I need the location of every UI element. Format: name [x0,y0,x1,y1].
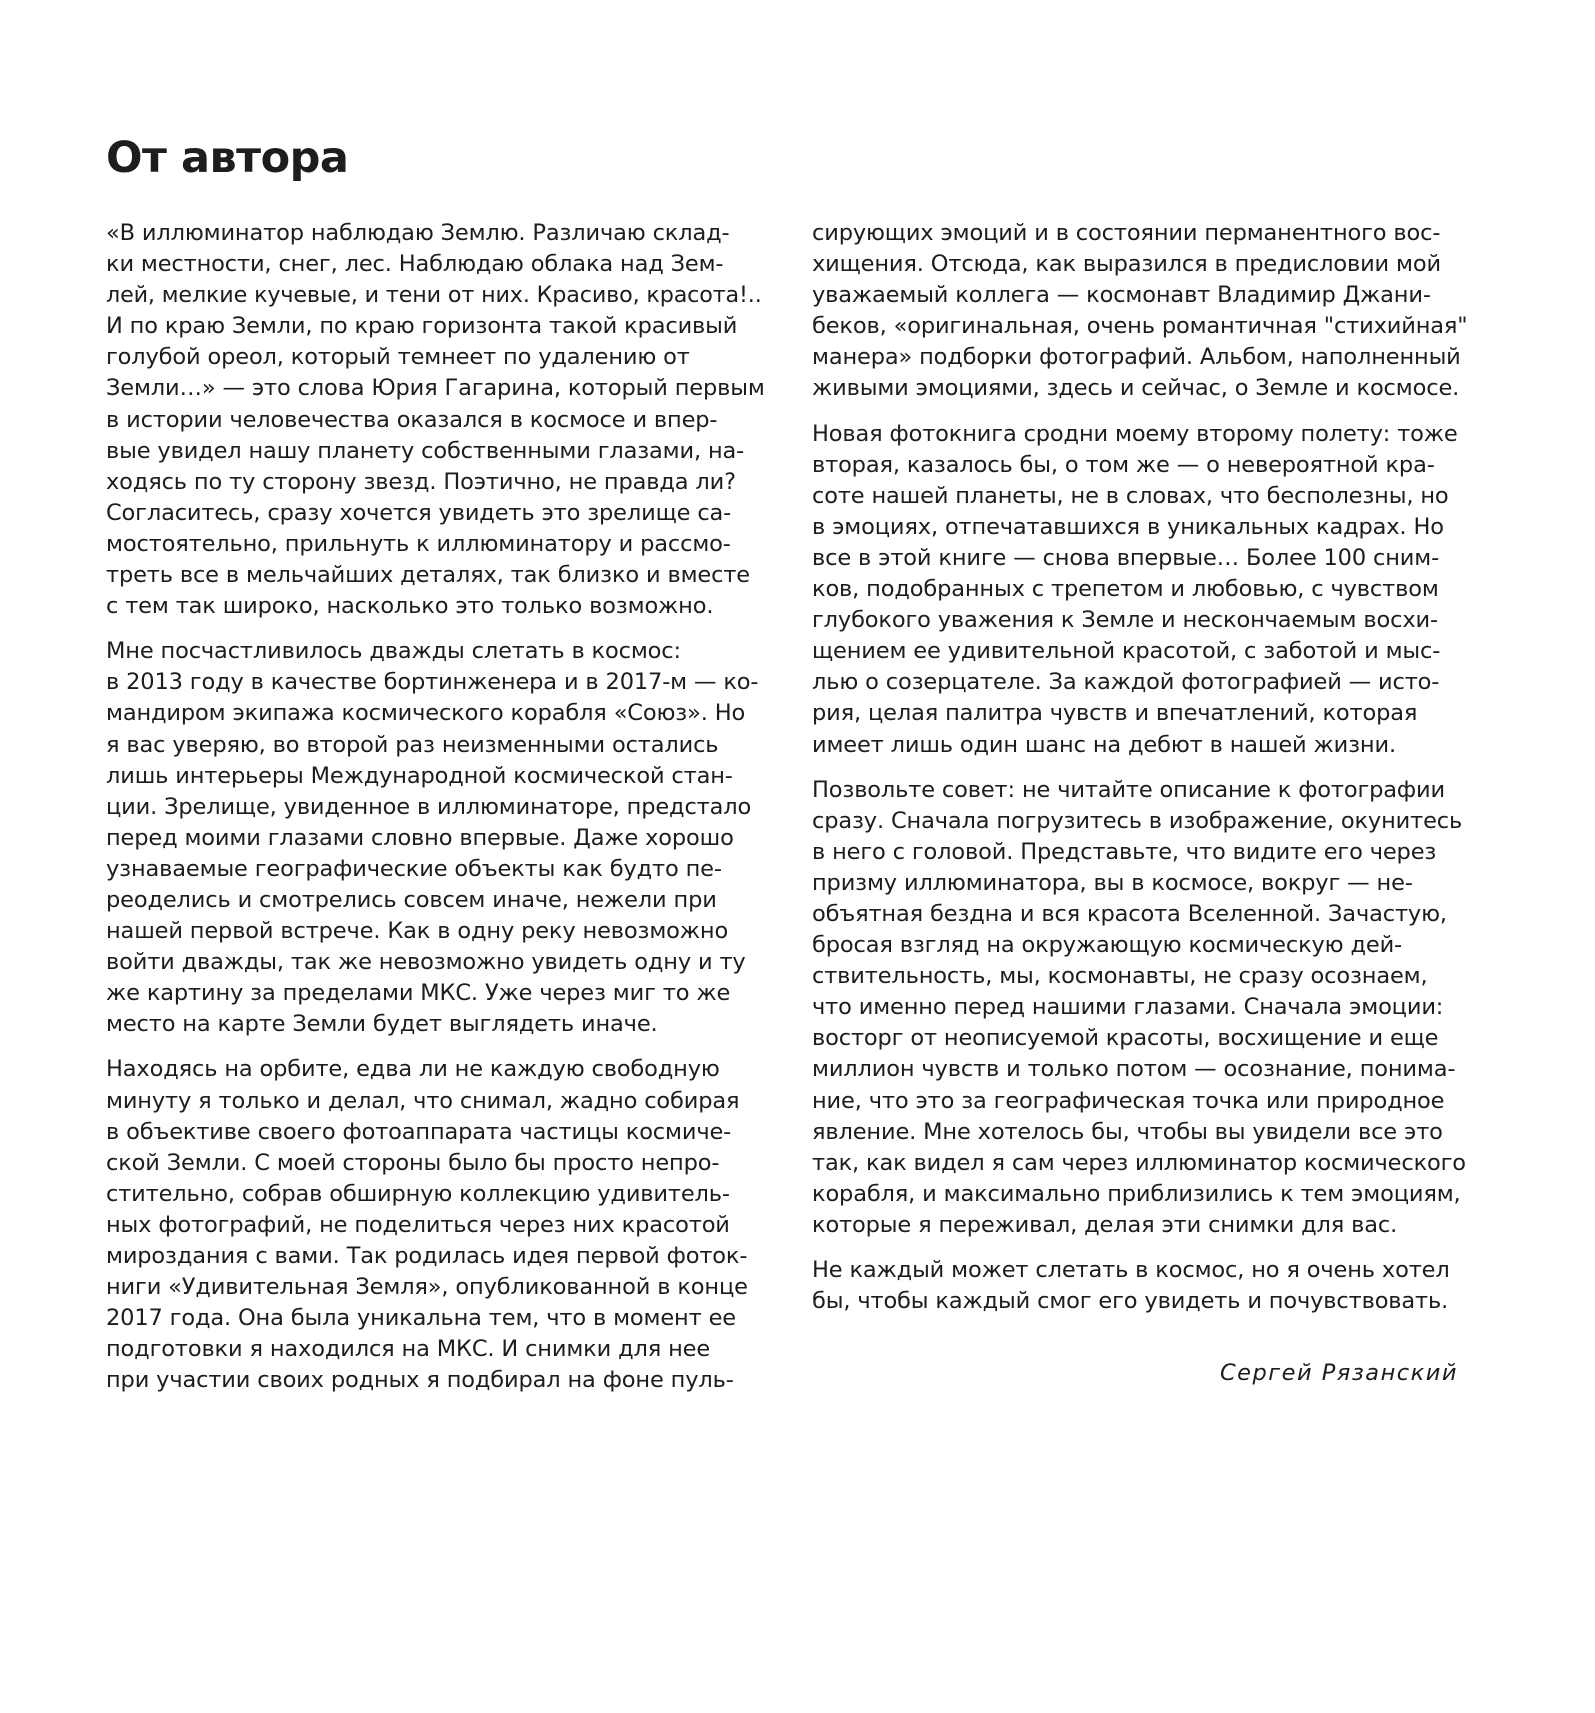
text-line: хищения. Отсюда, как выразился в предисловии мой [812,251,1441,278]
text-line: в него с головой. Представьте, что видите его через [812,838,1437,865]
paragraph [106,636,766,1040]
text-line: лей, мелкие кучевые, и тени от них. Красиво, красота!.. [106,282,762,309]
text-line: ние, что это за географическая точка или природное [812,1087,1445,1114]
text-line: войти дважды, так же невозможно увидеть одну и ту [106,949,746,976]
text-line: уважаемый коллега — космонавт Владимир Джани- [812,282,1431,309]
text-line: призму иллюминатора, вы в космосе, вокруг — не- [812,869,1413,896]
text-line: голубой ореол, который темнеет по удалению от [106,344,690,371]
text-line: объятная бездна и вся красота Вселенной. Зачастую, [812,900,1447,927]
paragraph [812,1255,1472,1317]
text-line: сирующих эмоций и в состоянии перманентного вос- [812,220,1441,246]
text-line: сразу. Сначала погрузитесь в изображение, окунитесь [812,807,1463,834]
right-column [812,218,1472,1317]
paragraph [812,775,1472,1241]
text-line: Не каждый может слетать в космос, но я очень хотел [812,1257,1450,1283]
paragraph-gap [812,761,1472,775]
text-line: 2017 года. Она была уникальна тем, что в момент ее [106,1305,736,1332]
text-line: манера» подборки фотографий. Альбом, наполненный [812,344,1461,371]
text-line: все в этой книге — снова впервые… Более 100 сним- [812,544,1440,571]
text-line: И по краю Земли, по краю горизонта такой красивый [106,313,738,340]
text-line: ки местности, снег, лес. Наблюдаю облака над Зем- [106,251,724,278]
text-line: рия, целая палитра чувств и впечатлений, которая [812,700,1418,727]
text-line: Земли…» — это слова Юрия Гагарина, который первым [106,375,765,402]
text-line: в 2013 году в качестве бортинженера и в 2017-м — ко- [106,669,759,696]
text-line: беков, «оригинальная, очень романтичная "стихийная" [812,313,1468,340]
text-line: Мне посчастливилось дважды слетать в космос: [106,638,681,665]
text-line: Согласитесь, сразу хочется увидеть это зрелище са- [106,499,732,526]
text-line: в истории человечества оказался в космосе и впер- [106,406,718,433]
author-signature: Сергей Рязанский [1219,1360,1458,1386]
text-line: живыми эмоциями, здесь и сейчас, о Земле и космосе. [812,375,1460,402]
text-line: стительно, собрав обширную коллекцию удивитель- [106,1180,730,1207]
text-line: так, как видел я сам через иллюминатор космического [812,1149,1466,1176]
text-line: минуту я только и делал, что снимал, жадно собирая [106,1087,740,1114]
text-line: «В иллюминатор наблюдаю Землю. Различаю склад- [106,220,730,246]
text-line: место на карте Земли будет выглядеть иначе. [106,1011,658,1038]
text-line: корабля, и максимально приблизились к тем эмоциям, [812,1180,1461,1207]
text-line: перед моими глазами словно впервые. Даже хорошо [106,824,734,851]
text-line: ниги «Удивительная Земля», опубликованной в конце [106,1274,748,1301]
left-column [106,218,766,1396]
text-line: мироздания с вами. Так родилась идея первой фоток- [106,1243,748,1269]
text-line: которые я переживал, делая эти снимки для вас. [812,1211,1398,1238]
text-line: вторая, казалось бы, о том же — о невероятной кра- [812,451,1435,478]
paragraph [106,1054,766,1396]
paragraph-gap [812,1241,1472,1255]
paragraph [812,419,1472,761]
paragraph-gap [812,405,1472,419]
text-line: имеет лишь один шанс на дебют в нашей жизни. [812,731,1396,758]
text-line: вые увидел нашу планету собственными глазами, на- [106,437,745,464]
text-line: треть все в мельчайших деталях, так близко и вместе [106,562,750,589]
text-line: глубокого уважения к Земле и нескончаемым восхи- [812,607,1438,634]
text-line: я вас уверяю, во второй раз неизменными остались [106,731,719,758]
text-line: Позвольте совет: не читайте описание к фотографии [812,776,1445,803]
paragraph [812,218,1472,405]
text-line: бы, чтобы каждый смог его увидеть и почувствовать. [812,1288,1449,1315]
text-line: миллион чувств и только потом — осознание, понима- [812,1056,1456,1083]
text-line: в эмоциях, отпечатавшихся в уникальных кадрах. Но [812,513,1444,540]
text-line: подготовки я находился на МКС. И снимки для нее [106,1336,711,1363]
paragraph-gap [106,622,766,636]
text-line: ходясь по ту сторону звезд. Поэтично, не правда ли? [106,468,736,495]
text-line: в объективе своего фотоаппарата частицы космиче- [106,1118,732,1145]
text-line: мандиром экипажа космического корабля «Союз». Но [106,700,746,727]
text-line: явление. Мне хотелось бы, чтобы вы увидели все это [812,1118,1443,1145]
text-line: мостоятельно, прильнуть к иллюминатору и рассмо- [106,530,731,557]
text-line: Находясь на орбите, едва ли не каждую свободную [106,1056,720,1083]
text-line: лишь интерьеры Международной космической стан- [106,762,733,789]
text-line: соте нашей планеты, не в словах, что бесполезны, но [812,482,1449,509]
text-line: лью о созерцателе. За каждой фотографией — исто- [812,669,1440,696]
text-line: щением ее удивительной красотой, с заботой и мыс- [812,638,1441,665]
text-line: ков, подобранных с трепетом и любовью, с чувством [812,576,1439,603]
text-line: Новая фотокнига сродни моему второму полету: тоже [812,420,1458,447]
paragraph [106,218,766,622]
text-line: ции. Зрелище, увиденное в иллюминаторе, предстало [106,793,752,820]
text-line: с тем так широко, насколько это только возможно. [106,593,714,620]
paragraph-gap [106,1040,766,1054]
text-line: ской Земли. С моей стороны было бы просто непро- [106,1149,720,1176]
text-line: реоделись и смотрелись совсем иначе, нежели при [106,886,717,913]
text-line: же картину за пределами МКС. Уже через миг то же [106,980,731,1007]
text-line: ных фотографий, не поделиться через них красотой [106,1211,730,1238]
text-line: что именно перед нашими глазами. Сначала эмоции: [812,994,1444,1021]
page-title: От автора [106,133,349,183]
text-line: восторг от неописуемой красоты, восхищение и еще [812,1025,1439,1052]
text-line: при участии своих родных я подбирал на фоне пуль- [106,1367,734,1394]
text-line: бросая взгляд на окружающую космическую дей- [812,932,1403,959]
text-line: узнаваемые географические объекты как будто пе- [106,855,722,882]
text-line: нашей первой встрече. Как в одну реку невозможно [106,918,729,945]
text-line: ствительность, мы, космонавты, не сразу осознаем, [812,963,1428,990]
